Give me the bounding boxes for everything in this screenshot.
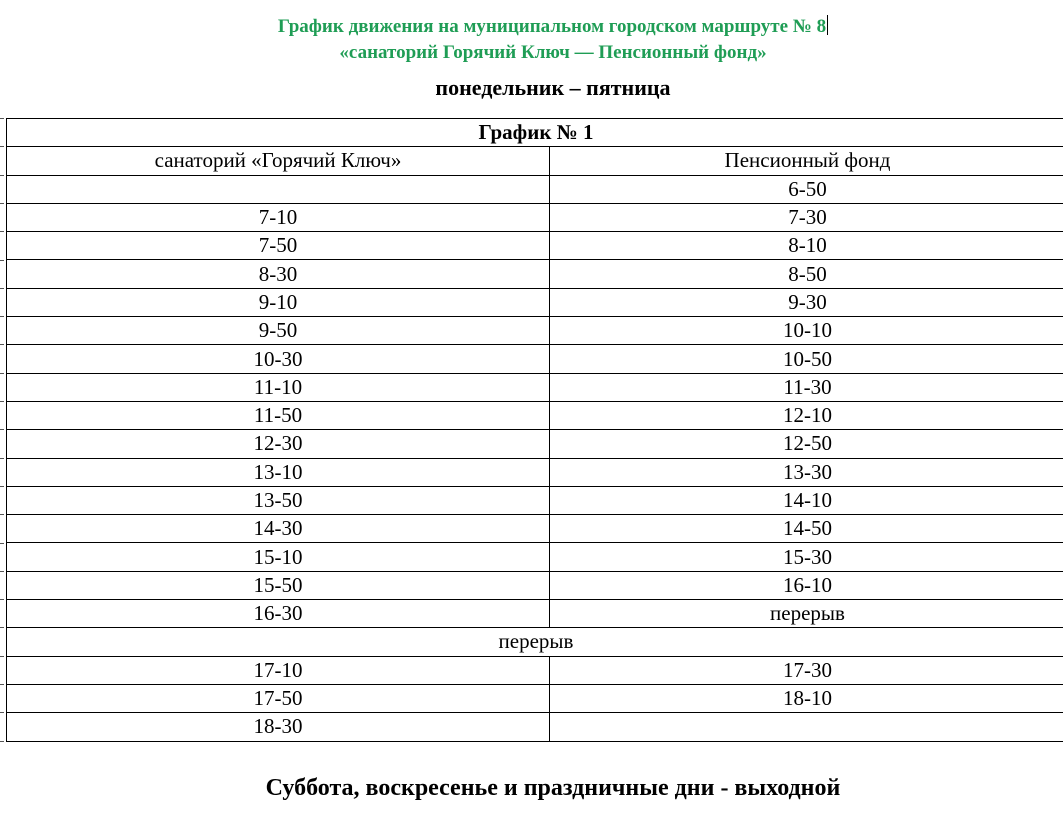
ruler-tick [0, 401, 4, 402]
table-row [7, 515, 1063, 543]
table-row [7, 288, 1063, 316]
departure-pension-fund: 16-10 [550, 571, 1063, 599]
departure-sanatorium: 16-30 [7, 600, 550, 628]
departure-pension-fund [550, 713, 1063, 741]
ruler-tick [0, 627, 4, 628]
departure-pension-fund: 12-50 [550, 430, 1063, 458]
departure-pension-fund: 14-50 [550, 515, 1063, 543]
departure-sanatorium: 15-10 [7, 543, 550, 571]
table-row [7, 232, 1063, 260]
table-row [7, 486, 1063, 514]
ruler-tick [0, 118, 4, 119]
ruler-tick [0, 231, 4, 232]
ruler-tick [0, 344, 4, 345]
departure-pension-fund: 9-30 [550, 288, 1063, 316]
ruler-tick [0, 458, 4, 459]
schedule-table [6, 118, 1063, 742]
departure-sanatorium: 11-50 [7, 401, 550, 429]
schedule-caption: График № 1 [7, 119, 1063, 147]
table-row [7, 401, 1063, 429]
departure-pension-fund: перерыв [550, 600, 1063, 628]
departure-pension-fund: 17-30 [550, 656, 1063, 684]
ruler-tick [0, 741, 4, 742]
ruler-tick [0, 656, 4, 657]
departure-pension-fund: 10-50 [550, 345, 1063, 373]
text-cursor [827, 15, 828, 35]
break-row [7, 628, 1063, 656]
break-label: перерыв [7, 628, 1063, 656]
departure-sanatorium [7, 175, 550, 203]
ruler-tick [0, 260, 4, 261]
departure-sanatorium: 17-10 [7, 656, 550, 684]
departure-sanatorium: 7-50 [7, 232, 550, 260]
column-header-row [7, 147, 1063, 175]
table-row [7, 373, 1063, 401]
table-row [7, 656, 1063, 684]
departure-pension-fund: 12-10 [550, 401, 1063, 429]
departure-sanatorium: 10-30 [7, 345, 550, 373]
table-row [7, 684, 1063, 712]
departure-sanatorium: 13-50 [7, 486, 550, 514]
departure-pension-fund: 13-30 [550, 458, 1063, 486]
departure-sanatorium: 14-30 [7, 515, 550, 543]
title-line-1: График движения на муниципальном городском маршруте № 8 [277, 16, 827, 37]
ruler-tick [0, 146, 4, 147]
ruler-tick [0, 203, 4, 204]
departure-pension-fund: 10-10 [550, 317, 1063, 345]
departure-sanatorium: 9-10 [7, 288, 550, 316]
departure-pension-fund: 8-50 [550, 260, 1063, 288]
table-row [7, 203, 1063, 231]
ruler-tick [0, 316, 4, 317]
table-row [7, 600, 1063, 628]
departure-pension-fund: 7-30 [550, 203, 1063, 231]
ruler-tick [0, 514, 4, 515]
departure-pension-fund: 18-10 [550, 684, 1063, 712]
table-row [7, 571, 1063, 599]
ruler-tick [0, 486, 4, 487]
departure-pension-fund: 11-30 [550, 373, 1063, 401]
ruler-tick [0, 543, 4, 544]
ruler-tick [0, 599, 4, 600]
document-title [0, 14, 1063, 66]
departure-pension-fund: 15-30 [550, 543, 1063, 571]
schedule-rows [7, 175, 1063, 741]
table-row [7, 430, 1063, 458]
ruler-tick [0, 429, 4, 430]
departure-sanatorium: 8-30 [7, 260, 550, 288]
departure-sanatorium: 9-50 [7, 317, 550, 345]
ruler-tick [0, 373, 4, 374]
caption-row [7, 119, 1063, 147]
departure-sanatorium: 12-30 [7, 430, 550, 458]
departure-sanatorium: 17-50 [7, 684, 550, 712]
ruler-tick [0, 288, 4, 289]
departure-pension-fund: 14-10 [550, 486, 1063, 514]
table-row [7, 713, 1063, 741]
table-row [7, 543, 1063, 571]
ruler-tick [0, 712, 4, 713]
ruler-ticks [0, 118, 4, 740]
column-header-sanatorium: санаторий «Горячий Ключ» [7, 147, 550, 175]
column-header-pension-fund: Пенсионный фонд [550, 147, 1063, 175]
departure-sanatorium: 13-10 [7, 458, 550, 486]
table-row [7, 175, 1063, 203]
departure-sanatorium: 7-10 [7, 203, 550, 231]
departure-sanatorium: 11-10 [7, 373, 550, 401]
title-line-2: «санаторий Горячий Ключ — Пенсионный фонд» [339, 42, 767, 63]
departure-pension-fund: 6-50 [550, 175, 1063, 203]
weekend-note: Суббота, воскресенье и праздничные дни - выходной [265, 775, 841, 801]
weekday-heading: понедельник – пятница [435, 75, 671, 100]
ruler-tick [0, 175, 4, 176]
departure-sanatorium: 15-50 [7, 571, 550, 599]
ruler-tick [0, 571, 4, 572]
ruler-tick [0, 684, 4, 685]
departure-pension-fund: 8-10 [550, 232, 1063, 260]
table-row [7, 317, 1063, 345]
departure-sanatorium: 18-30 [7, 713, 550, 741]
table-row [7, 458, 1063, 486]
table-row [7, 260, 1063, 288]
table-row [7, 345, 1063, 373]
